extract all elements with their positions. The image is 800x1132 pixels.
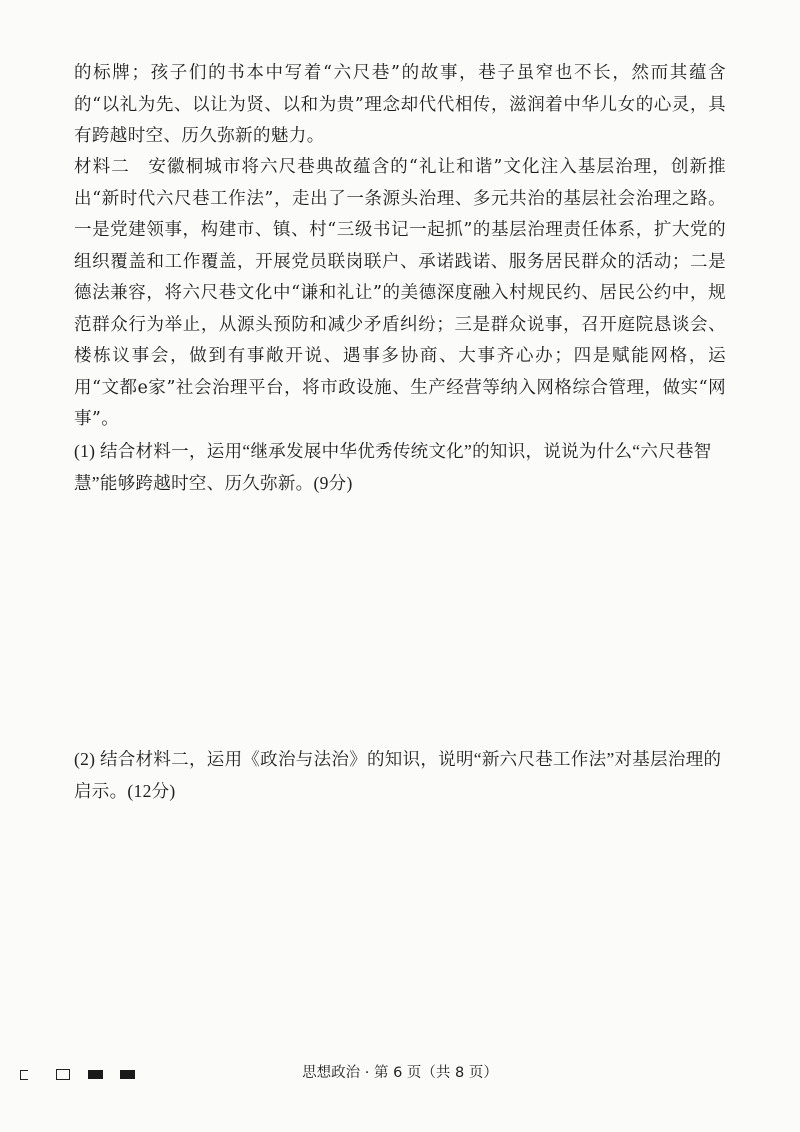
material-two-paragraph: 材料二 安徽桐城市将六尺巷典故蕴含的“礼让和谐”文化注入基层治理，创新推出“新时代六尺巷工作法”，走出了一条源头治理、多元共治的基层社会治理之路。一是党建领事，构建市、镇、村“三级书记一起抓”的基层治理责任体系，扩大党的组织覆盖和工作覆盖，开展党员联岗联户、承诺践诺、服务居民群众的活动；二是德法兼容，将六尺巷文化中“谦和礼让”的美德深度融入村规民约、居民公约中，规范群众行为举止，从源头预防和减少矛盾纠纷；三是群众说事，召开庭院恳谈会、楼栋议事会，做到有事敞开说、遇事多协商、大事齐心办；四是赋能网格，运用“文都e家”社会治理平台，将市政设施、生产经营等纳入网格综合管理，做实“网事”。	[74, 157, 726, 429]
question-2: (2) 结合材料二，运用《政治与法治》的知识，说明“新六尺巷工作法”对基层治理的启示。(12分)	[74, 749, 722, 801]
registration-mark-solid-block	[88, 1070, 103, 1079]
registration-mark-hollow-box	[56, 1069, 70, 1080]
question-1: (1) 结合材料一，运用“继承发展中华优秀传统文化”的知识，说说为什么“六尺巷智慧”能够跨越时空、历久弥新。(9分)	[74, 441, 712, 493]
registration-mark-solid-block	[120, 1070, 135, 1079]
registration-mark-bracket	[20, 1070, 28, 1080]
material-one-continuation: 的标牌；孩子们的书本中写着“六尺巷”的故事，巷子虽窄也不长，然而其蕴含的“以礼为先、以让为贤、以和为贵”理念却代代相传，滋润着中华儿女的心灵，具有跨越时空、历久弥新的魅力。	[74, 63, 726, 146]
page-footer: 思想政治 · 第 6 页（共 8 页）	[302, 1065, 498, 1081]
